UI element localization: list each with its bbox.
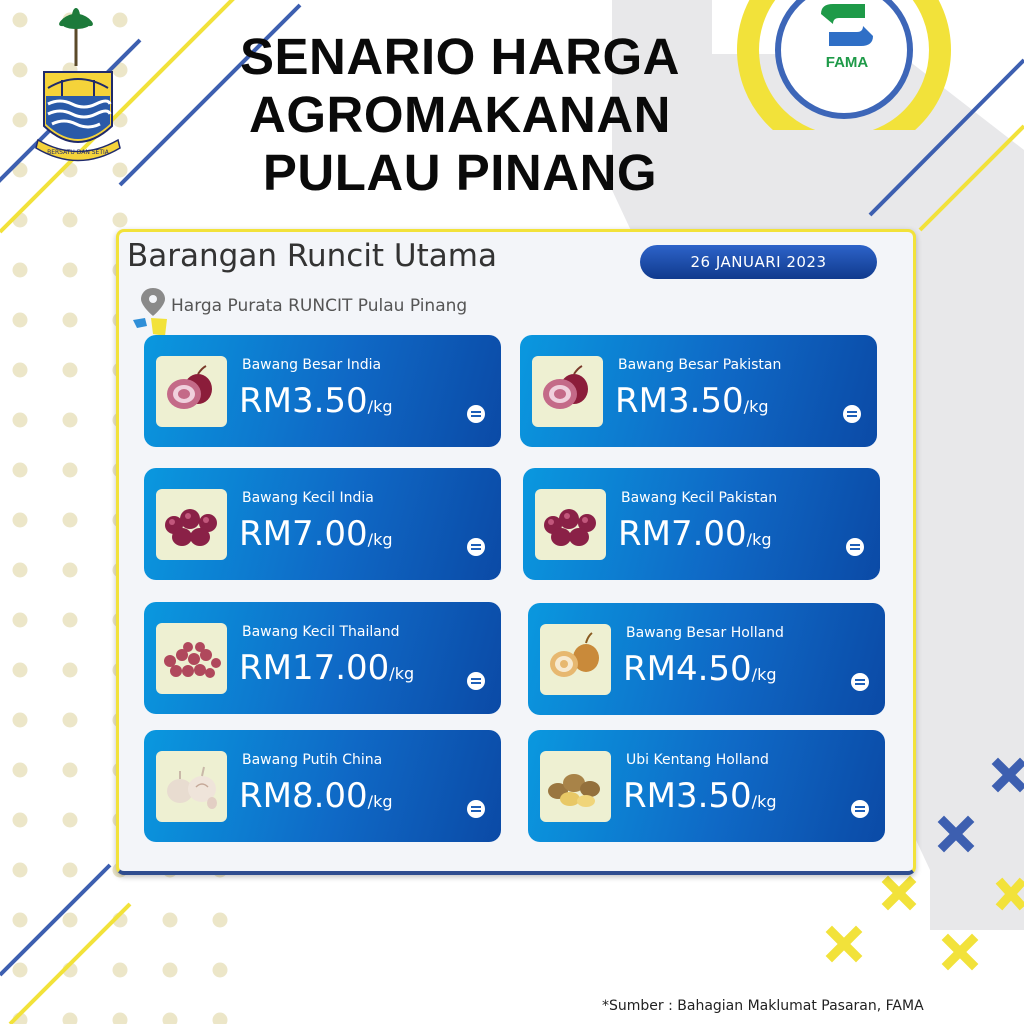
- subtitle: Harga Purata RUNCIT Pulau Pinang: [171, 296, 468, 316]
- title-line-1: SENARIO HARGA: [239, 28, 681, 85]
- potato-icon: [540, 751, 611, 822]
- shallots-icon: [535, 489, 606, 560]
- equal-icon: [843, 405, 861, 423]
- equal-icon: [846, 538, 864, 556]
- shallots-icon: [156, 489, 227, 560]
- item-name: Ubi Kentang Holland: [626, 752, 769, 768]
- item-name: Bawang Putih China: [242, 752, 383, 768]
- price-card: [144, 335, 501, 447]
- price-card: [144, 468, 501, 580]
- yellow-onion-icon: [540, 624, 611, 695]
- item-price: RM4.50/kg: [623, 649, 777, 689]
- item-name: Bawang Besar India: [242, 357, 382, 373]
- small-shallots-icon: [156, 623, 227, 694]
- item-price: RM17.00/kg: [239, 648, 415, 688]
- equal-icon: [467, 405, 485, 423]
- location-pin-icon: [131, 288, 175, 336]
- crest-motto: BERSATU DAN SETIA: [47, 149, 109, 156]
- item-name: Bawang Besar Holland: [626, 625, 784, 641]
- source-note: *Sumber : Bahagian Maklumat Pasaran, FAMA: [602, 998, 924, 1014]
- item-name: Bawang Kecil India: [242, 490, 374, 506]
- title-line-2: AGROMAKANAN: [249, 86, 671, 143]
- price-card: [144, 602, 501, 714]
- price-card: [528, 730, 885, 842]
- equal-icon: [851, 800, 869, 818]
- date-badge: 26 JANUARI 2023: [640, 245, 877, 279]
- fama-logo: [737, 0, 951, 130]
- item-name: Bawang Kecil Pakistan: [621, 490, 778, 506]
- title-line-3: PULAU PINANG: [262, 144, 658, 201]
- penang-crest-logo: [30, 8, 126, 173]
- red-onion-icon: [156, 356, 227, 427]
- item-price: RM3.50/kg: [623, 776, 777, 816]
- item-name: Bawang Kecil Thailand: [242, 624, 400, 640]
- price-card: [520, 335, 877, 447]
- item-price: RM7.00/kg: [239, 514, 393, 554]
- equal-icon: [467, 672, 485, 690]
- item-price: RM3.50/kg: [615, 381, 769, 421]
- item-name: Bawang Besar Pakistan: [618, 357, 782, 373]
- item-price: RM8.00/kg: [239, 776, 393, 816]
- equal-icon: [467, 538, 485, 556]
- page-title: [210, 28, 710, 202]
- red-onion-icon: [532, 356, 603, 427]
- price-card: [144, 730, 501, 842]
- section-title: Barangan Runcit Utama: [127, 238, 497, 274]
- price-card: [528, 603, 885, 715]
- equal-icon: [467, 800, 485, 818]
- fama-logo-text: FAMA: [825, 54, 869, 71]
- item-price: RM7.00/kg: [618, 514, 772, 554]
- price-card: [523, 468, 880, 580]
- price-panel: [116, 229, 916, 875]
- garlic-icon: [156, 751, 227, 822]
- item-price: RM3.50/kg: [239, 381, 393, 421]
- equal-icon: [851, 673, 869, 691]
